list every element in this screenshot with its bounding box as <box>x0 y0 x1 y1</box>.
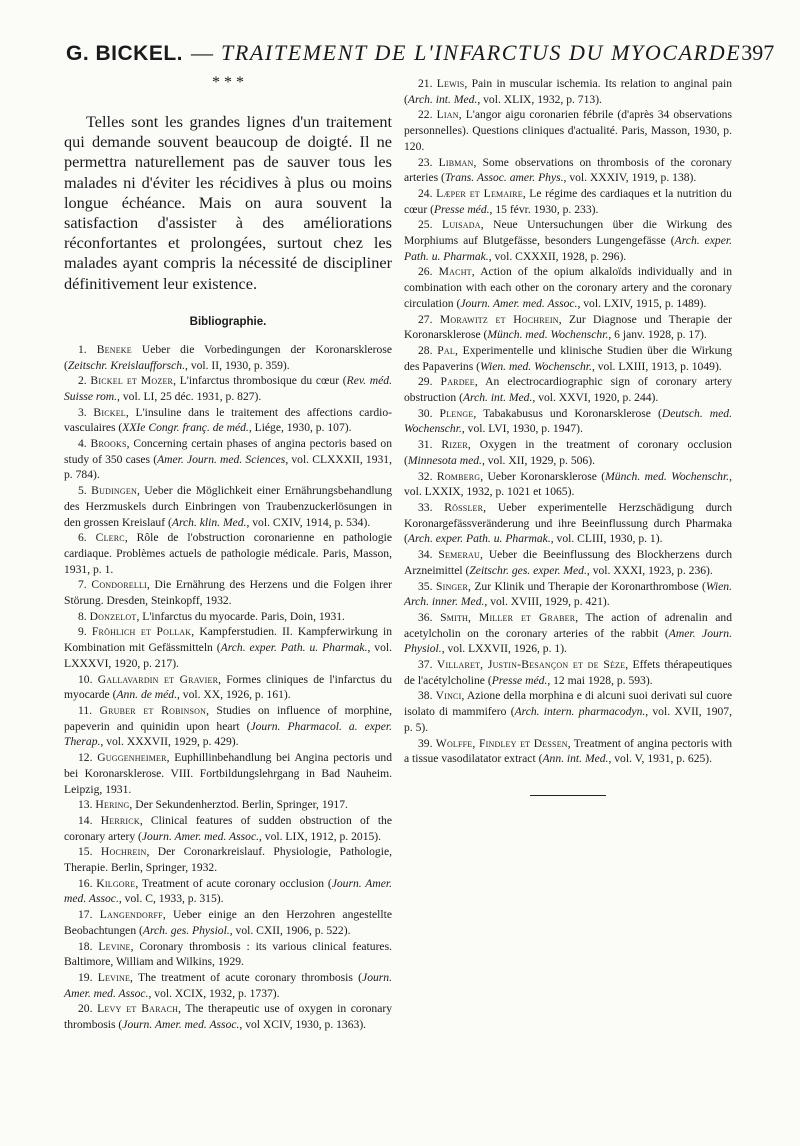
reference-number: 33. <box>418 500 433 514</box>
reference-number: 38. <box>418 689 433 703</box>
reference-entry <box>404 437 732 468</box>
reference-text: , L'infarctus du myocarde. Paris, Doin, 1931. <box>136 609 345 623</box>
reference-entry <box>404 579 732 610</box>
reference-text: , Oxygen in the treatment of coronary occlusion ( <box>404 438 732 467</box>
reference-text: , L'infarctus thrombosique du cœur ( <box>173 374 347 388</box>
reference-author: Macht <box>438 265 472 279</box>
reference-number: 19. <box>78 970 93 984</box>
reference-entry <box>64 970 392 1001</box>
reference-author: Singer <box>435 579 469 593</box>
reference-source: Münch. med. Wochenschr. <box>605 469 730 483</box>
reference-number: 31. <box>418 438 433 452</box>
reference-source: Arch. exper. Path. u. Pharmak. <box>407 532 551 546</box>
reference-number: 27. <box>418 312 433 326</box>
reference-author: Budingen <box>91 484 137 498</box>
reference-source: Arch. exper. Path. u. Pharmak. <box>220 641 368 655</box>
page-number: 397 <box>741 40 775 65</box>
reference-source: Ann. int. Med. <box>542 752 609 766</box>
reference-text-end: , vol. LVI, 1930, p. 1947). <box>461 422 583 436</box>
reference-entry <box>64 844 392 875</box>
reference-text: , Kampferstudien. II. Kampferwirkung in Kombination mit Gefässmitteln ( <box>64 625 392 655</box>
reference-number: 2. <box>78 374 87 388</box>
reference-entry <box>64 405 392 436</box>
reference-text: , Formes cliniques de l'infarctus du myocarde ( <box>64 672 392 702</box>
reference-entry <box>64 907 392 938</box>
reference-text-end: , vol. XVIII, 1929, p. 421). <box>484 595 610 609</box>
reference-source: Wien. Arch. inner. Med. <box>404 579 732 609</box>
reference-number: 21. <box>418 77 433 90</box>
reference-source: XXIe Congr. franç. de méd. <box>122 421 249 435</box>
reference-text: , Ueber experimentelle Herzschädigung durch Koronargefässveränderung und ihre Beeinflussung durch Pharmaka ( <box>404 500 732 546</box>
reference-text: , Some observations on thrombosis of the coronary arteries ( <box>404 155 732 185</box>
reference-entry <box>404 469 732 500</box>
reference-entry <box>404 155 732 186</box>
reference-author: Smith, Miller et Graber <box>440 610 576 624</box>
reference-text: , Ueber Koronarsklerose ( <box>480 469 606 483</box>
reference-entry <box>404 657 732 688</box>
reference-text: , Experimentelle und klinische Studien über die Wirkung des Papaverins ( <box>404 343 732 373</box>
reference-text-end: , vol. LI, 25 déc. 1931, p. 827). <box>117 389 262 403</box>
reference-number: 39. <box>418 736 433 750</box>
reference-entry <box>64 436 392 483</box>
reference-source: Rev. méd. Suisse rom. <box>64 374 392 403</box>
reference-number: 37. <box>418 658 433 672</box>
reference-author: Romberg <box>436 469 481 483</box>
reference-text: , Der Coronarkreislauf. Physiologie, Pathologie, Therapie. Berlin, Springer, 1932. <box>64 845 392 875</box>
reference-text-end: , vol. LXXIX, 1932, p. 1021 et 1065). <box>404 469 732 499</box>
reference-text-end: , vol. V, 1931, p. 625). <box>608 752 713 766</box>
reference-source: Wien. med. Wochenschr. <box>479 359 592 373</box>
reference-entry <box>64 373 392 404</box>
asterism: * * * <box>212 74 244 91</box>
reference-author: Semerau <box>438 548 481 562</box>
reference-number: 13. <box>78 798 93 812</box>
reference-source: Arch. intern. pharmacodyn. <box>514 705 646 719</box>
reference-author: Levine <box>97 970 131 984</box>
reference-text: , Concerning certain phases of angina pectoris based on study of 350 cases ( <box>64 437 392 466</box>
reference-text-end: , vol. CXIV, 1914, p. 534). <box>246 515 371 529</box>
reference-number: 3. <box>78 405 87 419</box>
reference-source: Journ. Amer. med. Assoc. <box>141 829 259 843</box>
reference-author: Bickel <box>93 405 126 419</box>
reference-number: 1. <box>78 342 87 356</box>
reference-entry <box>64 750 392 797</box>
reference-source: Amer. Journ. med. Sciences <box>157 452 286 466</box>
reference-text-end: , vol. LXIV, 1915, p. 1489). <box>577 296 707 310</box>
reference-entry <box>404 406 732 437</box>
reference-entry <box>404 374 732 405</box>
reference-source: Arch. int. Med. <box>462 391 533 405</box>
reference-entry <box>404 217 732 264</box>
reference-text: , L'insuline dans le traitement des affections cardio-vasculaires ( <box>64 405 392 435</box>
reference-text-end: , vol. XXXVII, 1929, p. 429). <box>100 735 239 749</box>
reference-text: , Le régime des cardiaques et la nutrition du cœur ( <box>404 186 732 216</box>
left-column <box>64 76 392 1033</box>
reference-text: , The treatment of acute coronary thrombosis ( <box>130 970 363 984</box>
reference-source: Minnesota med. <box>407 453 482 467</box>
reference-author: Luisada <box>442 218 481 232</box>
reference-text-end: , vol. XLIX, 1932, p. 713). <box>477 92 602 106</box>
reference-entry <box>64 813 392 844</box>
reference-author: Lian <box>436 108 459 122</box>
reference-entry <box>64 703 392 750</box>
reference-number: 25. <box>418 218 433 232</box>
reference-text: , Clinical features of sudden obstruction of the coronary artery ( <box>64 813 392 843</box>
reference-source: Amer. Journ. Physiol. <box>404 626 732 656</box>
reference-author: Morawitz et Hochrein <box>439 312 559 326</box>
reference-text: , Rôle de l'obstruction coronarienne en pathologie cardiaque. Problèmes actuels de pathologie médicale. Paris, Masson, 1931, p. 1. <box>64 531 392 576</box>
reference-number: 10. <box>78 672 93 686</box>
reference-entry <box>404 264 732 311</box>
reference-entry <box>64 624 392 671</box>
reference-number: 36. <box>418 610 433 624</box>
reference-source: Deutsch. med. Wochenschr. <box>404 406 732 436</box>
reference-number: 17. <box>78 908 93 922</box>
end-rule <box>530 795 606 796</box>
reference-source: Journ. Amer. med. Assoc. <box>64 876 392 906</box>
reference-author: Gruber et Robinson <box>99 704 207 717</box>
reference-text: , The therapeutic use of oxygen in coronary thrombosis ( <box>64 1002 392 1032</box>
reference-number: 12. <box>78 751 93 765</box>
reference-text: , Studies on influence of morphine, papeverin and quinidin upon heart ( <box>64 704 392 733</box>
reference-text: , Zur Diagnose und Therapie der Koronarsklerose ( <box>404 312 732 342</box>
reference-entry <box>404 500 732 547</box>
reference-author: Donzelot <box>89 609 137 623</box>
reference-author: Plenge <box>439 406 474 420</box>
reference-number: 15. <box>78 845 93 859</box>
reference-source: Presse méd. <box>491 673 548 687</box>
reference-text-end: , 15 févr. 1930, p. 233). <box>489 202 599 216</box>
reference-text-end: , vol. CXII, 1906, p. 522). <box>229 923 351 937</box>
reference-source: Presse méd. <box>433 202 490 216</box>
reference-entry <box>64 797 392 813</box>
reference-source: Journ. Amer. med. Assoc. <box>64 970 392 1000</box>
reference-author: Guggenheimer <box>97 751 167 765</box>
right-column <box>404 76 732 796</box>
reference-text-end: , vol. LXXXVI, 1920, p. 217). <box>64 641 392 670</box>
reference-number: 11. <box>78 704 93 717</box>
reference-source: Journ. Amer. med. Assoc. <box>122 1018 240 1032</box>
reference-text-end: , vol XCIV, 1930, p. 1363). <box>239 1018 367 1032</box>
reference-author: Kilgore <box>96 876 136 890</box>
reference-author: Condorelli <box>91 578 147 592</box>
reference-text: , Die Ernährung des Herzens und die Folgen ihrer Störung. Dresden, Steinkopff, 1932. <box>64 578 392 608</box>
reference-source: Zeitschr. Kreislaufforsch. <box>67 358 186 372</box>
reference-source: Münch. med. Wochenschr. <box>487 328 609 342</box>
reference-author: Levy et Barach <box>97 1002 179 1016</box>
reference-text-end: , vol. XXVI, 1920, p. 244). <box>532 391 659 405</box>
reference-author: Hochrein <box>100 845 147 859</box>
reference-text: , The action of adrenalin and acetylcholin on the coronary arteries of the rabbit ( <box>404 610 732 640</box>
reference-text-end: , vol. LXIII, 1913, p. 1049). <box>591 359 722 373</box>
reference-number: 6. <box>78 531 87 545</box>
reference-text: , Ueber die Beeinflussung des Blockherzens durch Arzneimittel ( <box>404 548 732 577</box>
reference-number: 18. <box>78 939 93 953</box>
reference-entry <box>404 312 732 343</box>
reference-entry <box>404 688 732 735</box>
reference-number: 14. <box>78 813 93 827</box>
reference-text-end: , vol. LXXVII, 1926, p. 1). <box>441 642 567 656</box>
reference-entry <box>64 530 392 577</box>
reference-source: Arch. int. Med. <box>407 92 478 106</box>
reference-text-end: , vol. CXXXII, 1928, p. 296). <box>488 249 627 263</box>
reference-number: 32. <box>418 469 433 483</box>
reference-entry <box>64 342 392 373</box>
reference-text: , Pain in muscular ischemia. Its relation to anginal pain ( <box>404 77 732 106</box>
reference-number: 16. <box>78 876 93 890</box>
reference-number: 5. <box>78 484 87 498</box>
reference-text-end: , vol. C, 1933, p. 315). <box>118 892 224 906</box>
reference-number: 8. <box>78 609 87 623</box>
reference-author: Brooks <box>90 437 127 451</box>
reference-entry <box>64 939 392 970</box>
reference-text-end: , vol. CLIII, 1930, p. 1). <box>550 532 663 546</box>
reference-author: Hering <box>95 798 130 812</box>
reference-number: 24. <box>418 186 433 200</box>
reference-text: , Azione della morphina e di alcuni suoi derivati sul cuore isolato di mammifero ( <box>404 689 732 719</box>
reference-author: Herrick <box>100 813 140 827</box>
reference-source: Journ. Pharmacol. a. exper. Therap. <box>64 719 392 749</box>
reference-text-end: , vol. XX, 1926, p. 161). <box>177 688 291 702</box>
reference-entry <box>404 186 732 217</box>
reference-author: Pardee <box>440 375 475 389</box>
reference-text-end: , Liége, 1930, p. 107). <box>248 421 352 435</box>
reference-entry <box>404 610 732 657</box>
reference-list-left <box>64 342 392 1033</box>
reference-author: Fröhlich et Pollak <box>91 625 192 639</box>
reference-source: Journ. Amer. med. Assoc. <box>460 296 578 310</box>
reference-text: , Ueber einige an den Herzohren angestellte Beobachtungen ( <box>64 908 392 937</box>
reference-text: , L'angor aigu coronarien fébrile (d'après 34 observations personnelles). Questions cliniques d'actualité. Paris, Masson, 1930, p. 120. <box>404 108 732 153</box>
reference-text-end: , 12 mai 1928, p. 593). <box>547 673 653 687</box>
reference-entry <box>64 483 392 530</box>
reference-author: Rizer <box>441 438 468 452</box>
reference-author: Læper et Lemaire <box>436 186 523 200</box>
reference-source: Trans. Assoc. amer. Phys. <box>444 171 564 185</box>
reference-number: 23. <box>418 155 433 169</box>
reference-text-end: , vol. XVII, 1907, p. 5). <box>404 705 733 734</box>
reference-author: Pal <box>437 343 455 357</box>
reference-author: Levine <box>98 939 131 953</box>
reference-text-end: , vol. XCIX, 1932, p. 1737). <box>148 986 280 1000</box>
reference-text: , Der Sekundenherztod. Berlin, Springer, 1917. <box>129 798 348 812</box>
reference-text: , Euphillinbehandlung bei Angina pectoris und bei Koronarsklerose. VIII. Fortbildungslehrgang in Bad Nauheim. Leipzig, 1931. <box>64 751 392 796</box>
reference-text: Ueber die Vorbedingungen der Koronarsklerose ( <box>64 342 392 372</box>
reference-entry <box>64 876 392 907</box>
reference-text-end: , vol. XXXIV, 1919, p. 138). <box>563 171 697 185</box>
reference-number: 4. <box>78 437 87 451</box>
header-title: TRAITEMENT DE L'INFARCTUS DU MYOCARDE <box>221 40 742 65</box>
reference-entry <box>404 343 732 374</box>
reference-number: 22. <box>418 108 433 122</box>
reference-source: Zeitschr. ges. exper. Med. <box>469 563 587 577</box>
reference-author: Langendorff <box>99 908 163 922</box>
reference-author: Vinci <box>435 689 462 703</box>
reference-text-end: , vol. CLXXXII, 1931, p. 784). <box>64 452 392 482</box>
reference-author: Wolffe, Findley et Dessen <box>435 736 568 750</box>
reference-author: Libman <box>438 155 474 169</box>
reference-number: 9. <box>78 625 87 639</box>
reference-text-end: , vol. XII, 1929, p. 506). <box>481 453 595 467</box>
reference-entry <box>404 547 732 578</box>
reference-text: , Tabakabusus und Koronarsklerose ( <box>473 406 662 420</box>
reference-entry <box>404 736 732 767</box>
reference-author: Rössler <box>444 500 484 514</box>
reference-text-end: , vol. II, 1930, p. 359). <box>185 358 290 372</box>
reference-entry <box>64 672 392 703</box>
bibliography-heading: Bibliographie. <box>189 315 267 328</box>
reference-text: , Coronary thrombosis : its various clinical features. Baltimore, William and Wilkins, 1929. <box>64 939 392 969</box>
reference-text: , Zur Klinik und Therapie der Koronarthrombose ( <box>468 579 706 593</box>
reference-source: Arch. ges. Physiol. <box>142 923 230 937</box>
reference-text: , An electrocardiographic sign of coronary artery obstruction ( <box>404 375 732 405</box>
header-author: G. BICKEL. <box>66 42 184 65</box>
reference-author: Villaret, Justin-Besançon et de Sèze <box>436 658 626 672</box>
reference-number: 34. <box>418 548 433 562</box>
reference-text-end: , vol. LIX, 1912, p. 2015). <box>259 829 382 843</box>
running-header <box>66 40 775 66</box>
closing-paragraph: Telles sont les grandes lignes d'un traitement qui demande souvent beaucoup de doigté. Il ne permettra naturellement pas de sauver tous les malades ni d'éviter les récidives à plus ou moins longue échéance. Mais on aura souvent la satisfaction d'assister à des améliorations réconfortantes et prolongées, surtout chez les malades ayant compris la nécessité de discipliner définitivement leur existence. <box>64 112 392 293</box>
reference-text: , Action of the opium alkaloïds individually and in combination with each other on the coronary artery and the coronary circulation ( <box>404 265 732 310</box>
reference-author: Clerc <box>95 531 125 545</box>
reference-text-end: , 6 janv. 1928, p. 17). <box>608 328 707 342</box>
reference-text: , Ueber die Möglichkeit einer Ernährungsbehandlung des Herzmuskels durch Einbringen von Traubenzuckerlösungen in den grossen Kreislauf ( <box>64 484 392 529</box>
reference-number: 26. <box>418 265 433 279</box>
reference-entry <box>64 1001 392 1032</box>
reference-author: Beneke <box>96 342 132 356</box>
reference-entry <box>404 76 732 107</box>
reference-entry <box>404 107 732 154</box>
reference-list-right <box>404 76 732 767</box>
reference-text: , Treatment of angina pectoris with a tissue vasodilatator extract ( <box>404 736 732 766</box>
reference-source: Arch. exper. Path. u. Pharmak. <box>404 234 732 263</box>
reference-number: 20. <box>78 1002 93 1016</box>
reference-number: 35. <box>418 579 433 593</box>
reference-number: 7. <box>78 578 87 592</box>
header-separator: — <box>191 40 214 65</box>
reference-text: , Neue Untersuchungen über die Wirkung des Morphiums auf Blutgefässe, besonders Lungengefässe ( <box>404 218 732 248</box>
reference-number: 29. <box>418 375 433 389</box>
reference-source: Arch. klin. Med. <box>171 515 247 529</box>
reference-author: Lewis <box>436 77 465 90</box>
reference-author: Gallavardin et Gravier <box>97 672 219 686</box>
reference-entry <box>64 609 392 625</box>
reference-author: Bickel et Mozer <box>90 374 174 388</box>
reference-source: Ann. de méd. <box>116 688 177 702</box>
reference-text: , Treatment of acute coronary occlusion ( <box>135 876 332 890</box>
reference-text: , Effets thérapeutiques de l'acétylcholine ( <box>404 658 732 687</box>
reference-entry <box>64 577 392 608</box>
reference-number: 28. <box>418 343 433 357</box>
reference-number: 30. <box>418 406 433 420</box>
reference-text-end: , vol. XXXI, 1923, p. 236). <box>586 563 713 577</box>
